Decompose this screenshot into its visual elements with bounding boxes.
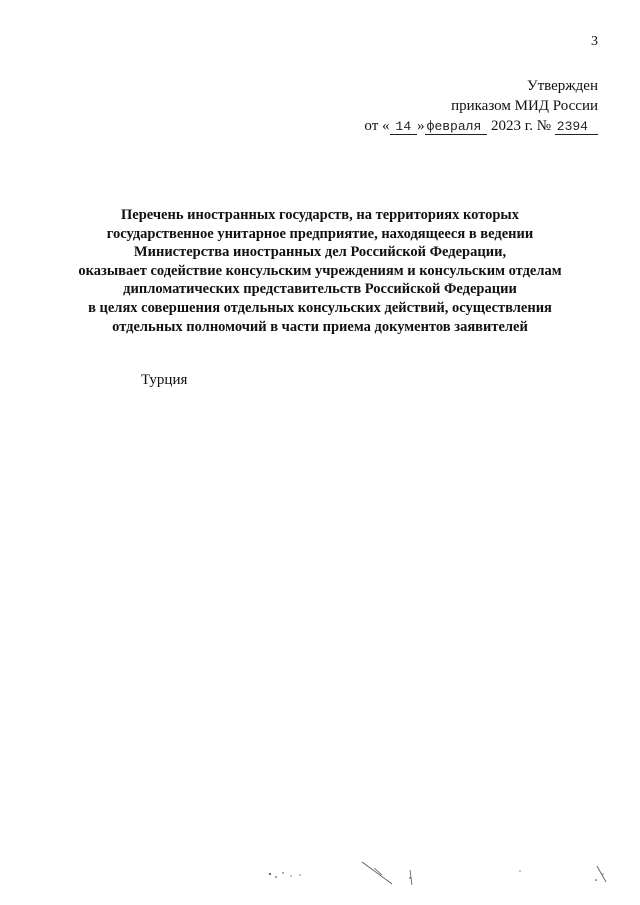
approval-block bbox=[364, 76, 598, 137]
date-day: 14 bbox=[390, 119, 418, 135]
country-list-item: Турция bbox=[141, 372, 188, 388]
document-title bbox=[60, 206, 580, 336]
date-month: февраля bbox=[425, 119, 488, 135]
approval-date-line bbox=[364, 116, 598, 137]
title-line: оказывает содействие консульским учреждениям и консульским отделам bbox=[78, 262, 562, 279]
title-line: дипломатических представительств Российской Федерации bbox=[123, 281, 517, 298]
title-line: Министерства иностранных дел Российской Федерации, bbox=[133, 244, 507, 261]
approval-order-ref: приказом МИД России bbox=[451, 98, 598, 114]
approval-label: Утвержден bbox=[526, 78, 598, 94]
date-close-quote: » bbox=[417, 118, 425, 134]
date-prefix: от « bbox=[364, 118, 390, 134]
order-number: 2394 bbox=[555, 119, 598, 135]
title-line: государственное унитарное предприятие, находящееся в ведении bbox=[106, 225, 534, 242]
title-line: в целях совершения отдельных консульских действий, осуществления bbox=[88, 299, 552, 316]
page-number: 3 bbox=[591, 34, 598, 49]
title-line: Перечень иностранных государств, на территориях которых bbox=[121, 207, 519, 223]
date-year: 2023 г. № bbox=[491, 118, 552, 134]
title-line: отдельных полномочий в части приема документов заявителей bbox=[112, 318, 528, 335]
